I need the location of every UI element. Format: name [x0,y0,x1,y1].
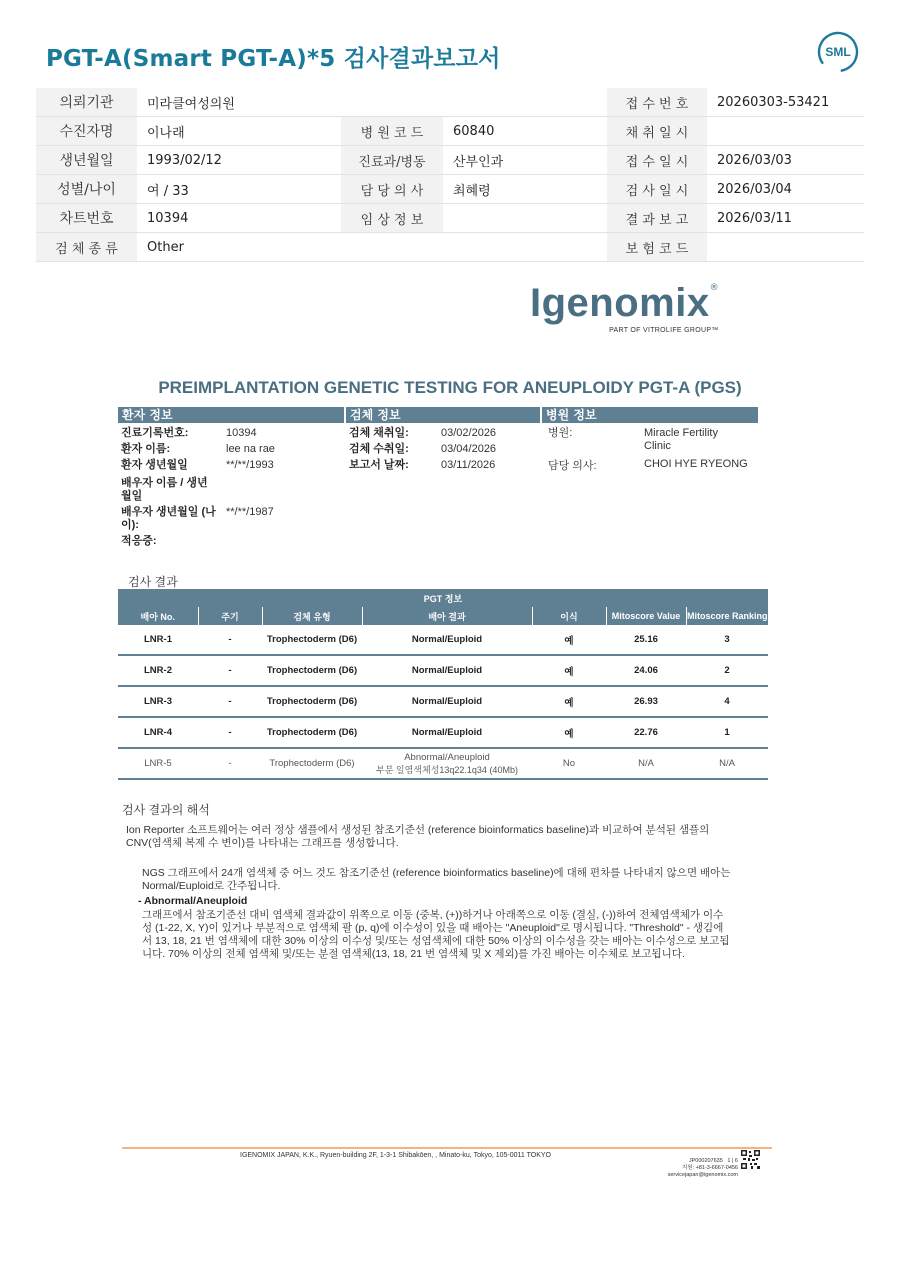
patient-name-value-en: lee na rae [226,443,275,455]
report-date-value: 2026/03/11 [707,204,864,233]
specimen-type-value: Other [137,233,607,262]
igenomix-logo [530,283,719,334]
embryo-no: LNR-2 [118,655,198,686]
clinical-info-label: 임 상 정 보 [341,204,443,233]
igenomix-wordmark: Igenomix [530,281,710,325]
mitoscore-ranking: N/A [686,748,768,779]
transfer: 예 [532,655,606,686]
specimen-type: Trophectoderm (D6) [262,717,362,748]
col-header-cycle: 주기 [198,607,262,625]
embryo-result: Normal/Euploid [362,717,532,748]
specimen-received-value: 03/04/2026 [441,443,497,455]
sml-logo-text: SML [825,45,851,59]
report-date-label: 결 과 보 고 [607,204,707,233]
results-heading: 검사 결과 [128,575,178,589]
doctor-value: 최혜령 [443,175,607,204]
receipt-date-value: 2026/03/03 [707,146,864,175]
col-header-embryo-result: 배아 결과 [362,607,532,625]
mitoscore-value: 26.93 [606,686,686,717]
hospital-label: 의뢰기관 [36,88,137,117]
mitoscore-value: 22.76 [606,717,686,748]
specimen-type: Trophectoderm (D6) [262,625,362,655]
report-date-label-en: 보고서 날짜: [349,459,409,471]
embryo-result [362,748,532,779]
patient-name-value: 이나래 [137,117,341,146]
cycle: - [198,625,262,655]
pgt-report-title: PREIMPLANTATION GENETIC TESTING FOR ANEUPLOIDY PGT-A (PGS) [158,378,742,397]
col-header-mitoscore-ranking: Mitoscore Ranking [686,607,768,625]
patient-info-section-header: 환자 정보 [118,407,344,423]
cycle: - [198,686,262,717]
record-no-label: 진료기록번호: [121,427,189,439]
embryo-result-detail: 부분 일염색체성13q22.1q34 (40Mb) [376,764,518,775]
mitoscore-value: 25.16 [606,625,686,655]
test-date-value: 2026/03/04 [707,175,864,204]
transfer: 예 [532,717,606,748]
dept-label: 진료과/병동 [341,146,443,175]
abnormal-subtitle: - Abnormal/Aneuploid [138,895,248,907]
footer-page: 1 | 6 [727,1158,738,1164]
collection-date-label: 채 취 일 시 [607,117,707,146]
mitoscore-value: 24.06 [606,655,686,686]
footer-email: servicejapan@igenomix.com [667,1172,738,1178]
receipt-no-value: 20260303-53421 [707,88,864,117]
clinic-value: Miracle Fertility Clinic [644,427,718,452]
footer-phone: 지원: +81-3-6667-0456 [681,1165,738,1171]
cycle: - [198,717,262,748]
table-row [118,748,768,779]
chart-no-value: 10394 [137,204,341,233]
transfer: 예 [532,625,606,655]
transfer: No [532,748,606,779]
sex-age-label: 성별/나이 [36,175,137,204]
footer-divider [122,1147,772,1149]
embryo-result-main: Abnormal/Aneuploid [404,751,490,763]
hospital-info-section-header: 병원 정보 [542,407,758,423]
record-no-value: 10394 [226,427,257,439]
interpretation-paragraph-2: NGS 그래프에서 24개 염색체 중 어느 것도 참조기준선 (reference bioinformatics baseline)에 대해 편차를 나타내지 않으면 배아는 Normal/Euploid로 간주됩니다. [142,867,731,892]
results-table [118,589,768,780]
patient-birth-value-en: **/**/1993 [226,459,274,471]
patient-birth-label-en: 환자 생년월일 [121,459,188,471]
igenomix-subline: PART OF VITROLIFE GROUP™ [609,327,719,334]
dept-value: 산부인과 [443,146,607,175]
col-header-mitoscore-value: Mitoscore Value [606,607,686,625]
table-row [118,686,768,717]
pgt-info-group-header: PGT 정보 [118,589,768,607]
embryo-result: Normal/Euploid [362,655,532,686]
specimen-type: Trophectoderm (D6) [262,655,362,686]
cycle: - [198,748,262,779]
hospital-code-label: 병 원 코 드 [341,117,443,146]
clinical-info-value [443,204,607,233]
specimen-received-label: 검체 수취일: [349,443,409,455]
mitoscore-ranking: 4 [686,686,768,717]
spouse-birth-value: **/**/1987 [226,506,274,518]
specimen-collected-label: 검체 채취일: [349,427,409,439]
embryo-no: LNR-3 [118,686,198,717]
embryo-result: Normal/Euploid [362,625,532,655]
interpretation-paragraph-1: Ion Reporter 소프트웨어는 여러 정상 샘플에서 생성된 참조기준선 (reference bioinformatics baseline)과 비교하여 분석된 샘플의 CNV(염색체 복제 수 변이)를 나타내는 그래프를 생성합니다. [126,824,710,849]
hospital-value: 미라클여성의원 [137,88,607,117]
indication-label: 적응증: [121,535,157,547]
chart-no-label: 차트번호 [36,204,137,233]
mitoscore-ranking: 2 [686,655,768,686]
sex-age-value: 여 / 33 [137,175,341,204]
doctor-label: 담 당 의 사 [341,175,443,204]
spouse-name-label: 배우자 이름 / 생년월일 [121,477,208,502]
interpretation-heading: 검사 결과의 해석 [122,803,210,817]
mitoscore-value: N/A [606,748,686,779]
embryo-no: LNR-4 [118,717,198,748]
attending-doctor-value: CHOI HYE RYEONG [644,458,748,470]
specimen-collected-value: 03/02/2026 [441,427,497,439]
report-title: PGT-A(Smart PGT-A)*5 검사결과보고서 [46,46,501,72]
embryo-no: LNR-1 [118,625,198,655]
footer-code: JP000207635 [688,1158,723,1164]
col-header-specimen-type: 검체 유형 [262,607,362,625]
registered-mark: ® [709,283,719,293]
specimen-type-label: 검 체 종 류 [36,233,137,262]
table-row [118,717,768,748]
embryo-no: LNR-5 [118,748,198,779]
table-row [118,655,768,686]
specimen-type: Trophectoderm (D6) [262,748,362,779]
specimen-type: Trophectoderm (D6) [262,686,362,717]
transfer: 예 [532,686,606,717]
hospital-code-value: 60840 [443,117,607,146]
col-header-embryo-no: 배아 No. [118,607,198,625]
col-header-transfer: 이식 [532,607,606,625]
mitoscore-ranking: 1 [686,717,768,748]
patient-name-label: 수진자명 [36,117,137,146]
mitoscore-ranking: 3 [686,625,768,655]
birth-value: 1993/02/12 [137,146,341,175]
insurance-code-value [707,233,864,262]
receipt-date-label: 접 수 일 시 [607,146,707,175]
patient-name-label-en: 환자 이름: [121,443,171,455]
birth-label: 생년월일 [36,146,137,175]
footer-address: IGENOMIX JAPAN, K.K., Ryuen-building 2F, 1-3-1 Shibakōen, , Minato-ku, Tokyo, 105-0011 TOKYO [240,1152,552,1159]
insurance-code-label: 보 험 코 드 [607,233,707,262]
interpretation-paragraph-3: 그래프에서 참조기준선 대비 염색체 결과값이 위쪽으로 이동 (중복, (+))하거나 아래쪽으로 이동 (결실, (-))하여 전체염색체가 이수성 (1-22, X, Y)이 있거나 부분적으로 염색체 팔 (p, q)에 이수성이 있을 때 배아는 "Aneuploid"로 명시됩니다. "Threshold" - 생김에서 13, 18, 21 번 염색체에 대한 30% 이상의 이수성 및/또는 성염색체에 대한 50% 이상의 이수성을 갖는 배아는 이수성으로 보고됩니다. 70% 이상의 전체 염색체 및/또는 분절 염색체(13, 18, 21 번 염색체 및 X 제외)를 가진 배아는 이수체로 보고됩니다. [142,909,730,960]
qr-code-icon [741,1150,760,1169]
collection-date-value [707,117,864,146]
receipt-no-label: 접 수 번 호 [607,88,707,117]
sml-logo [816,30,860,74]
patient-info-table [36,88,864,262]
table-row [118,625,768,655]
test-date-label: 검 사 일 시 [607,175,707,204]
report-date-value-en: 03/11/2026 [441,459,496,471]
spouse-birth-label: 배우자 생년월일 (나이): [121,506,216,531]
embryo-result: Normal/Euploid [362,686,532,717]
specimen-info-section-header: 검체 정보 [346,407,540,423]
attending-doctor-label: 담당 의사: [548,460,597,472]
clinic-label: 병원: [548,427,573,439]
cycle: - [198,655,262,686]
